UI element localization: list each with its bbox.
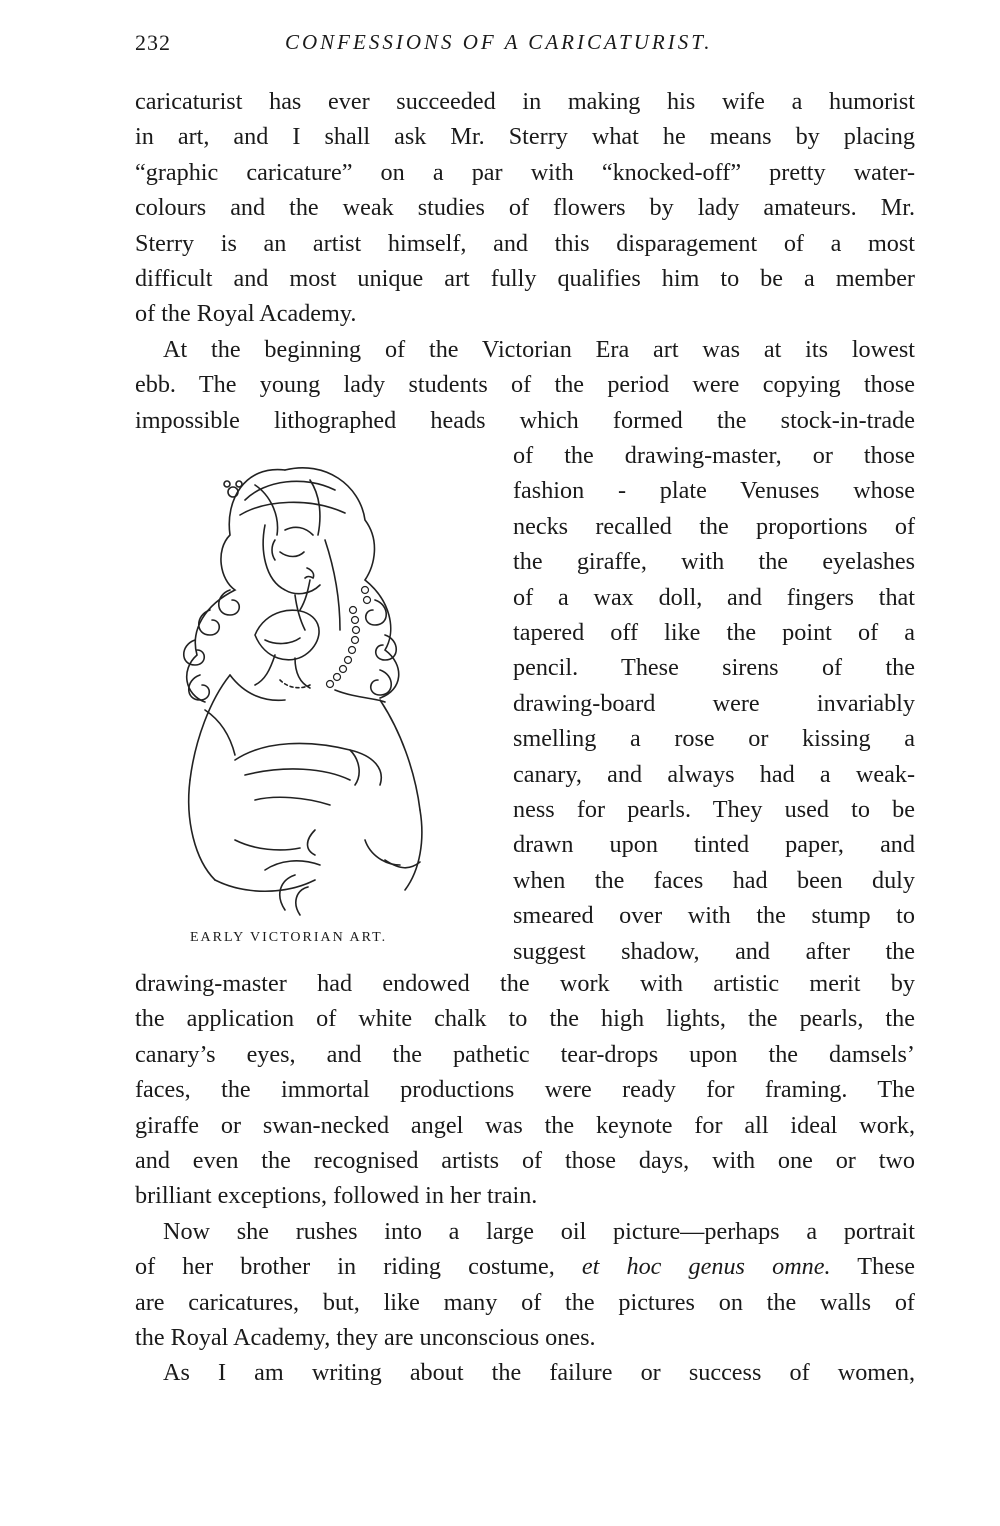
text-line: Sterry is an artist himself, and this disparagement of a most (135, 229, 915, 257)
text-line: necks recalled the proportions of (513, 512, 915, 540)
latin-phrase: et hoc genus omne. (581, 1253, 831, 1281)
paragraph-2-end (135, 966, 915, 1214)
paragraph-3 (135, 1214, 915, 1356)
text-line: drawing-master had endowed the work with artistic merit by (135, 970, 915, 997)
text-line: At the beginning of the Victorian Era art was at its lowest (163, 335, 915, 363)
text-line: ness for pearls. They used to be (513, 796, 915, 824)
text-line: tapered off like the point of a (513, 619, 915, 647)
text-line: canary, and always had a weak- (513, 760, 915, 788)
text-line: when the faces had been duly (513, 866, 915, 894)
upper-text-block (135, 84, 915, 438)
text-line: colours and the weak studies of flowers by lady amateurs. Mr. (135, 194, 915, 222)
text-line: and even the recognised artists of those days, with one or two (135, 1147, 915, 1175)
text-line (135, 1249, 915, 1284)
text-line: giraffe or swan-necked angel was the keynote for all ideal work, (135, 1111, 915, 1139)
paragraph-1 (135, 84, 915, 332)
figure-caption: EARLY VICTORIAN ART. (190, 930, 388, 945)
text-line: drawn upon tinted paper, and (513, 831, 915, 859)
text-line: pencil. These sirens of the (513, 654, 915, 682)
text-line: As I am writing about the failure or success of women, (163, 1359, 915, 1387)
illustration-figure (135, 440, 495, 960)
page-number: 232 (135, 30, 171, 55)
text-line: in art, and I shall ask Mr. Sterry what he means by placing (135, 123, 915, 151)
early-victorian-lady-illustration (135, 440, 495, 920)
text-line: are caricatures, but, like many of the pictures on the walls of (135, 1288, 915, 1316)
text-line: fashion - plate Venuses whose (513, 477, 915, 505)
text-line: impossible lithographed heads which formed the stock-in-trade (135, 406, 915, 434)
page-header (135, 30, 915, 60)
text-line: brilliant exceptions, followed in her train. (135, 1182, 538, 1210)
paragraph-4 (135, 1355, 915, 1390)
text-line: the giraffe, with the eyelashes (513, 548, 915, 576)
text-segment: These (830, 1253, 915, 1281)
lower-text-block (135, 966, 915, 1391)
text-line: ebb. The young lady students of the period were copying those (135, 371, 915, 399)
text-line: the application of white chalk to the high lights, the pearls, the (135, 1005, 915, 1033)
text-line: of a wax doll, and fingers that (513, 583, 915, 611)
text-segment: of her brother in riding costume, (135, 1253, 582, 1281)
text-line: the Royal Academy, they are unconscious ones. (135, 1324, 596, 1352)
text-line: Now she rushes into a large oil picture—perhaps a portrait (163, 1217, 915, 1245)
text-line: drawing-board were invariably (513, 689, 915, 717)
text-line: canary’s eyes, and the pathetic tear-drops upon the damsels’ (135, 1040, 915, 1068)
text-line: “graphic caricature” on a par with “knocked-off” pretty water- (135, 158, 915, 186)
wrapped-text-column (513, 438, 915, 969)
text-line: smelling a rose or kissing a (513, 725, 915, 753)
text-line: suggest shadow, and after the (513, 937, 915, 965)
text-line: of the Royal Academy. (135, 300, 357, 328)
running-head: CONFESSIONS OF A CARICATURIST. (285, 30, 713, 54)
text-line: difficult and most unique art fully qualifies him to be a member (135, 265, 915, 293)
paragraph-2-start (135, 332, 915, 438)
text-line: caricaturist has ever succeeded in making his wife a humorist (135, 88, 915, 115)
text-line: smeared over with the stump to (513, 902, 915, 930)
text-line: of the drawing-master, or those (513, 442, 915, 469)
text-line: faces, the immortal productions were ready for framing. The (135, 1076, 915, 1104)
